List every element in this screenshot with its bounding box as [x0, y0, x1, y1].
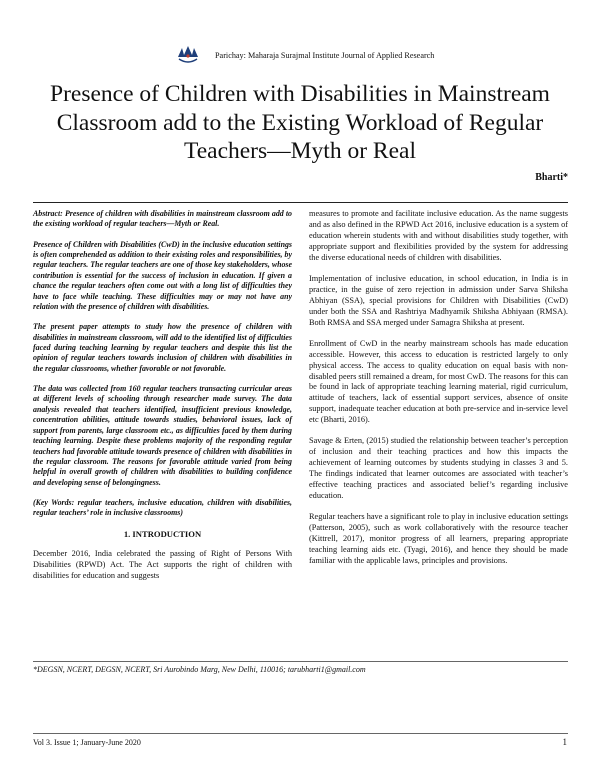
- title-divider: [33, 202, 568, 203]
- paper-title: [0, 80, 600, 166]
- journal-name: Parichay: Maharaja Surajmal Institute Journal of Applied Research: [215, 51, 435, 60]
- title-line: Presence of Children with Disabilities in Mainstream: [50, 81, 550, 107]
- title-line: Classroom add to the Existing Workload of Regular: [56, 109, 544, 136]
- body-paragraph: Savage & Erten, (2015) studied the relationship between teacher’s perception of inclusion and their teaching practices and how this impacts the achievement of learning outcomes by students studying in classes 3 and 5. The findings indicated that learner outcomes are associated with teacher’s effective teaching practices and associated belief’s regarding inclusive education.: [309, 436, 568, 501]
- footer-divider: [33, 733, 568, 734]
- right-column: [309, 209, 568, 577]
- section-heading-introduction: 1. INTRODUCTION: [123, 528, 202, 539]
- intro-paragraph: December 2016, India celebrated the passing of Right of Persons With Disabilities (RPWD) Act. The Act supports the right of children with disabilities for education and suggests: [33, 548, 292, 580]
- page-number: 1: [562, 737, 567, 747]
- body-paragraph: measures to promote and facilitate inclusive education. As the name suggests and as also defined in the RPWD Act 2016, inclusive education is a system of education wherein students with and without disabilities study together, with appropriate support and flexibilities provided by the system for addressing the diverse educational needs of children with disabilities.: [309, 209, 568, 262]
- body-paragraph: Regular teachers have a significant role to play in inclusive education settings (Patterson, 2005), such as work collaboratively with the resource teacher (Kittrell, 2017), monitor progress of all learners, preparing appropriate teaching learning aids etc. (Tyagi, 2016), and hence they should be made familiar with the applicable laws, principles and provisions.: [309, 512, 568, 565]
- left-column: [33, 209, 292, 581]
- keywords-paragraph: (Key Words: regular teachers, inclusive education, children with disabilities, regular teachers’ role in inclusive classrooms): [33, 497, 292, 518]
- abstract-heading-paragraph: Abstract: Presence of children with disabilities in mainstream classroom add to the existing workload of regular teachers—Myth or Real.: [33, 209, 292, 229]
- title-line: Teachers—Myth or Real: [184, 138, 416, 164]
- journal-header: [0, 42, 600, 72]
- footnote-divider: [33, 661, 568, 662]
- body-paragraph: Implementation of inclusive education, in school education, in India is in practice, in the guise of zero rejection in admission under Sarva Shiksha Abhiyan (SSA), special provisions for Children with Disabilities (CwD) under both the SSA and Rashtriya Madhyamik Shiksha Abhiyaan (RMSA). Both RMSA and SSA merged under Samagra Shiksha at present.: [309, 273, 568, 327]
- institute-emblem-icon: [176, 44, 200, 66]
- author-affiliation-footnote: *DEGSN, NCERT, DEGSN, NCERT, Sri Aurobindo Marg, New Delhi, 110016; tarubharti1@gmail.com: [33, 665, 366, 674]
- abstract-paragraph: The present paper attempts to study how the presence of children with disabilities in mainstream classroom, will add to the identified list of difficulties faced during teaching learning by regular teachers and despite this list the opinion of regular teachers towards inclusion of children with disabilities in the regular classrooms, whether favorable or not favorable.: [33, 322, 292, 373]
- abstract-paragraph: Presence of Children with Disabilities (CwD) in the inclusive education settings is often comprehended as addition to their existing roles and responsibilities, by regular teachers. The regular teachers are one of those key stakeholders, whose contribution is essential for the success of inclusion in education. If given a chance the regular teachers often come out with a long list of difficulties they have to face while teaching. These difficulties may or may not have any relation with the presence of children with disabilities.: [33, 239, 292, 312]
- author-name: Bharti*: [535, 172, 568, 183]
- issue-info: Vol 3. Issue 1; January-June 2020: [33, 738, 141, 747]
- abstract-paragraph: The data was collected from 160 regular teachers transacting curricular areas at different levels of schooling through researcher made survey. The data analysis revealed that teachers identified, insufficient previous knowledge, concentration abilities, attitude towards studies, behavioral issues, lack of support from parents, large classroom etc., as difficulties faced by them during teaching learning. Despite these problems majority of the responding regular teachers had favorable attitude towards presence of children with disabilities in the regular classroom. The reasons for favorable attitude varied from being helpful in overall growth of children with disabilities to building confidence and developing sense of belongingness.: [33, 384, 292, 487]
- body-paragraph: Enrollment of CwD in the nearby mainstream schools has made education accessible. However, this access to education is restricted largely to only physical access. The access to quality education on equal basis with non-disabled peers still remained a dream, for most CwD. The reasons for this can be found in lack of appropriate teaching learning material, rigid curriculum, attitude of teachers, lack of essential support services, absence of onsite support, inadequate teacher education at both pre-service and in-service level etc (Bharti, 2016).: [309, 338, 568, 425]
